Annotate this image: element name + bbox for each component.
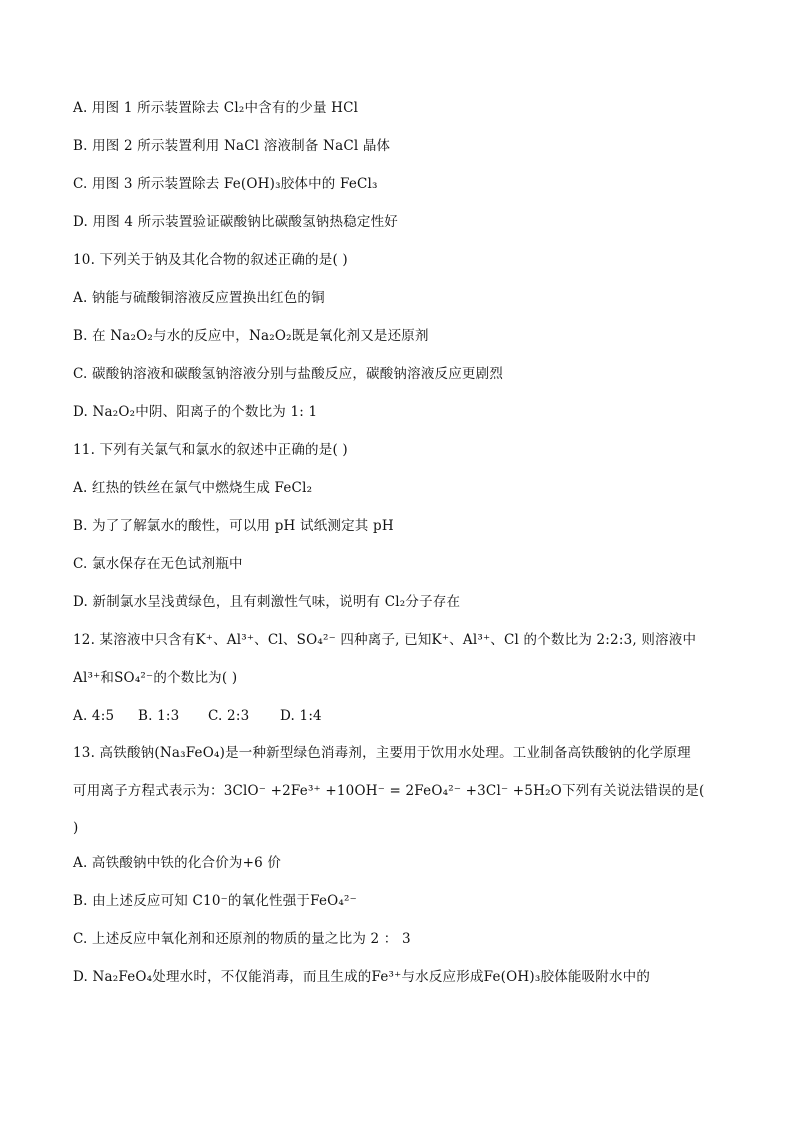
q11-option-b: B. 为了了解氯水的酸性，可以用 pH 试纸测定其 pH (73, 518, 394, 534)
q10-option-a: A. 钠能与硫酸铜溶液反应置换出红色的铜 (73, 290, 325, 306)
q9-option-d: D. 用图 4 所示装置验证碳酸钠比碳酸氢钠热稳定性好 (73, 214, 398, 230)
q12-option-a: A. 4:5 (73, 708, 115, 724)
q11-option-c: C. 氯水保存在无色试剂瓶中 (73, 556, 243, 572)
q13-option-a: A. 高铁酸钠中铁的化合价为+6 价 (73, 855, 282, 871)
q10-option-c: C. 碳酸钠溶液和碳酸氢钠溶液分别与盐酸反应，碳酸钠溶液反应更剧烈 (73, 366, 504, 382)
q9-option-c: C. 用图 3 所示装置除去 Fe(OH)₃胶体中的 FeCl₃ (73, 176, 378, 192)
q11-stem: 11. 下列有关氯气和氯水的叙述中正确的是( ) (73, 442, 348, 458)
q12-stem-line1: 12. 某溶液中只含有K⁺、Al³⁺、Cl、SO₄²⁻ 四种离子, 已知K⁺、Al³⁺、Cl 的个数比为 2:2:3, 则溶液中 (73, 632, 697, 648)
q12-option-c: C. 2:3 (208, 708, 250, 724)
q10-option-b: B. 在 Na₂O₂与水的反应中，Na₂O₂既是氧化剂又是还原剂 (73, 328, 429, 344)
q10-option-d: D. Na₂O₂中阴、阳离子的个数比为 1: 1 (73, 404, 318, 420)
q12-option-b: B. 1:3 (138, 708, 180, 724)
q12-stem-line2: Al³⁺和SO₄²⁻的个数比为( ) (73, 670, 238, 686)
q12-options (73, 706, 322, 726)
q13-stem-line1: 13. 高铁酸钠(Na₃FeO₄)是一种新型绿色消毒剂，主要用于饮用水处理。工业制备高铁酸钠的化学原理 (73, 745, 691, 761)
q13-stem-line3: ) (73, 820, 79, 836)
q13-option-b: B. 由上述反应可知 C10⁻的氧化性强于FeO₄²⁻ (73, 893, 357, 909)
q13-stem-line2: 可用离子方程式表示为：3ClO⁻ +2Fe³⁺ +10OH⁻ = 2FeO₄²⁻ +3Cl⁻ +5H₂O下列有关说法错误的是( (73, 783, 705, 799)
q11-option-a: A. 红热的铁丝在氯气中燃烧生成 FeCl₂ (73, 480, 313, 496)
q12-option-d: D. 1:4 (280, 708, 322, 724)
q10-stem: 10. 下列关于钠及其化合物的叙述正确的是( ) (73, 252, 348, 268)
q11-option-d: D. 新制氯水呈浅黄绿色，且有刺激性气味，说明有 Cl₂分子存在 (73, 594, 461, 610)
q13-option-d: D. Na₂FeO₄处理水时，不仅能消毒，而且生成的Fe³⁺与水反应形成Fe(OH)₃胶体能吸附水中的 (73, 969, 651, 985)
q13-option-c: C. 上述反应中氧化剂和还原剂的物质的量之比为 2 ： 3 (73, 931, 411, 947)
q9-option-a: A. 用图 1 所示装置除去 Cl₂中含有的少量 HCl (73, 100, 359, 116)
q9-option-b: B. 用图 2 所示装置利用 NaCl 溶液制备 NaCl 晶体 (73, 138, 391, 154)
